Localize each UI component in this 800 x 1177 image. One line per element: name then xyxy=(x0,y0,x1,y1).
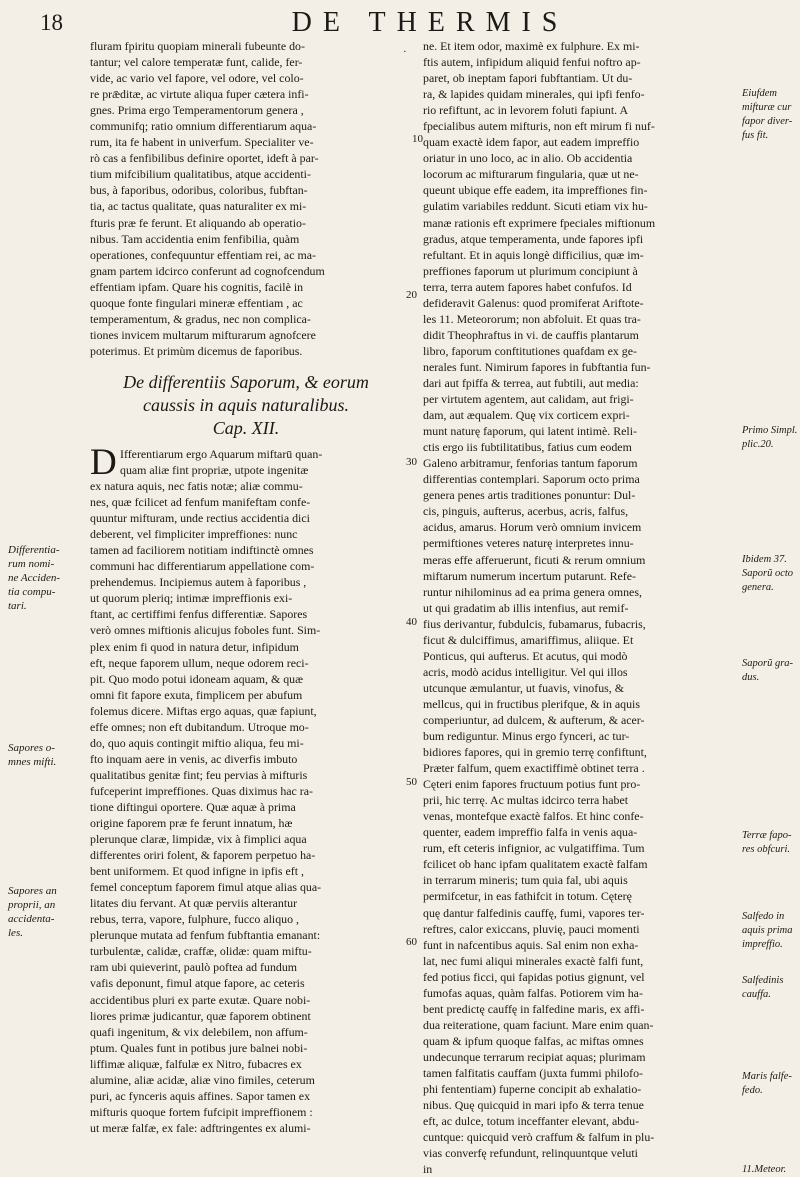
text-line: tamen falfitatis cauffam (juxta fummi philofo- xyxy=(423,1066,644,1080)
margin-note: impreffio. xyxy=(742,939,783,950)
margin-note: aquis prima xyxy=(742,925,793,936)
text-line: munt naturę faporum, qui latent intimè. Reli- xyxy=(423,424,637,439)
text-line: phi fententiam) fuperne concipit ab exhalatio- xyxy=(423,1082,642,1097)
margin-note: tari. xyxy=(8,600,27,612)
text-line: fius derivantur, fubdulcis, fubamarus, fubacris, xyxy=(423,616,646,631)
text-line: tione diftingui oportere. Quæ aquæ à prima xyxy=(90,799,296,814)
text-line: defideravit Galenus: quod promiferat Ariftote- xyxy=(423,295,644,310)
text-line: communifq; ratio omnium differentiarum aqua- xyxy=(90,119,317,134)
text-line: Ifferentiarum ergo Aquarum miftarū quan- xyxy=(120,446,323,461)
running-head: DE THERMIS xyxy=(291,7,569,38)
text-line: femel conceptum faporem fimul atque alias qua- xyxy=(90,880,322,895)
text-line: fcilicet ob hanc ipfam qualitatem exactè falfam xyxy=(423,857,648,872)
text-line: gnam partem idcirco conferunt ad cognofcendum xyxy=(90,263,325,278)
text-line: miftarum numerum incertum putarunt. Refe- xyxy=(423,568,636,583)
text-line: eft, ac dulce, totum inceffanter elevant, abdu- xyxy=(423,1114,640,1129)
text-line: rum, ita fe habent in univerfum. Specialiter ve- xyxy=(90,135,314,150)
text-line: les 11. Meteororum; non abfoluit. Et quas tra- xyxy=(423,311,641,326)
text-line: preffiones faporum ut plurimum concipiunt à xyxy=(423,263,638,278)
text-line: fturis præ fe ferunt. Et aliquando ab operatio- xyxy=(90,215,306,230)
text-line: communi hac differentiarum appellatione com- xyxy=(90,559,315,574)
margin-note: 11.Meteor. xyxy=(742,1164,787,1175)
text-line: oriatur in uno loco, ac in alio. Ob accidentia xyxy=(423,151,633,166)
text-line: ctis ergo iis fubtilitatibus, fatius cum eodem xyxy=(423,440,632,455)
drop-cap: D xyxy=(90,441,117,483)
text-line: folemus dicere. Miftas ergo aquas, quæ fapiunt, xyxy=(90,703,317,718)
chapter-title: De differentiis Saporum, & eorum xyxy=(123,371,369,392)
margin-note: fedo. xyxy=(742,1085,763,1096)
line-number: 60 xyxy=(406,936,417,948)
text-line: rio refiftunt, ac in levorem foluti fapiunt. A xyxy=(423,103,629,118)
left-column xyxy=(90,38,402,1136)
text-line: rebus, terra, vapore, fulphure, fucco aliquo , xyxy=(90,912,299,927)
text-line: quam exactè idem fapor, aut eadem impreffio xyxy=(423,135,640,150)
text-line: in xyxy=(423,1162,433,1177)
text-line: meras effe afferuerunt, ficuti & rerum omnium xyxy=(423,552,646,567)
text-line: venas, montefque exactè falfos. Et hinc confe- xyxy=(423,809,644,824)
text-line: alumine, aliæ acidæ, aliæ vino fimiles, ceterum xyxy=(90,1072,315,1087)
text-line: funt in nafcentibus aquis. Sal enim non exha- xyxy=(423,937,639,952)
text-line: bum rediguntur. Minus ergo fynceri, ac tur- xyxy=(423,729,630,744)
right-text xyxy=(423,38,738,1177)
text-line: genera penes artis traditiones ponuntur: Dul- xyxy=(423,488,636,503)
text-line: rò cas a fenfibilibus definire oportet, ideft à par- xyxy=(90,151,319,166)
text-line: ne. Et item odor, maximè ex fulphure. Ex mi- xyxy=(423,39,640,53)
text-line: litates diu fervant. At quæ perviis alterantur xyxy=(90,896,298,911)
text-line: re prǣditæ, ac virtute aliqua fuper cætera infi- xyxy=(90,87,309,102)
left-text-after-dropcap xyxy=(90,478,402,1136)
text-line: terra, terra autem fapores habet confufos. Id xyxy=(423,279,632,294)
line-number: 10 xyxy=(412,133,423,145)
text-line: quam & ipfum quoque falfas, ac miftas omnes xyxy=(423,1033,644,1048)
margin-note: Sapores o- xyxy=(8,742,55,754)
text-line: gulatim variabiles reddunt. Sicuti etiam vix hu- xyxy=(423,199,648,214)
text-line: differentes oriri folent, & faporem perpetuo ha- xyxy=(90,848,316,863)
text-line: ra, & lapides quidam minerales, qui ipfi fenfo- xyxy=(423,87,645,102)
margin-note: Maris falfe- xyxy=(742,1071,792,1082)
text-line: bent uniformem. Et quod infigne in ipfis eft , xyxy=(90,864,304,879)
margin-note: fus fit. xyxy=(742,130,769,141)
text-line: reftres, calor exiccans, pluvię, pauci momenti xyxy=(423,921,640,936)
text-line: prii, hic terrę. Ac multas idcirco terra habet xyxy=(423,793,629,808)
text-line: fufceperint impreffiones. Quas diximus hac ra- xyxy=(90,783,313,798)
text-line: paret, ob ineptam fapori fubftantiam. Ut du- xyxy=(423,71,633,86)
text-line: nes, quæ fcilicet ad fenfum manifeftam confe- xyxy=(90,495,311,510)
text-line: quę dantur falfedinis cauffę, fumi, vapores ter- xyxy=(423,905,645,920)
text-line: tamen ad faciliorem notitiam indiftinctè omnes xyxy=(90,543,314,558)
line-number: 40 xyxy=(406,616,417,628)
text-line: bent predictę cauffę in falfedine maris, ex affi- xyxy=(423,1001,645,1016)
chapter-number: Cap. XII. xyxy=(212,417,280,438)
text-line: omni fit fapore exuta, fimplicem per abufum xyxy=(90,687,303,702)
margin-note: dus. xyxy=(742,672,760,683)
text-line: fluram fpiritu quopiam minerali fubeunte do- xyxy=(90,39,305,53)
text-line: undecunque terrarum recipiat aquas; plurimam xyxy=(423,1049,646,1064)
text-line: quoque fonte fingulari mineræ effentiam , ac xyxy=(90,295,303,310)
text-line: verò omnes miftionis alicujus foboles funt. Sim- xyxy=(90,623,321,638)
text-line: vafis deponunt, fimul atque fapore, ac ceteris xyxy=(90,976,305,991)
text-line: tantur; vel calore temperatæ funt, calide, fer- xyxy=(90,55,303,70)
right-column xyxy=(423,38,738,1177)
text-line: plex enim fi quod in natura detur, infipidum xyxy=(90,639,299,654)
text-line: prehendemus. Incipiemus autem à faporibus , xyxy=(90,575,307,590)
marginal-mark: · xyxy=(403,46,407,58)
text-line: nibus. Tam accidentia enim fenfibilia, quàm xyxy=(90,231,300,246)
margin-note: Saporũ gra- xyxy=(742,658,794,669)
text-line: mellcus, qui in fructibus plerifque, & in aquis xyxy=(423,696,640,711)
text-line: manæ rationis eft exprimere fpeciales miftionum xyxy=(423,215,656,230)
text-line: permifcetur, in eas fathifcit in totum. Cęterę xyxy=(423,889,632,904)
text-line: Ponticus, qui aufterus. Et acutus, qui modò xyxy=(423,648,628,663)
text-line: locorum ac mifturarum fingularia, quæ ut ne- xyxy=(423,167,639,182)
text-line: didit Theophraftus in vi. de cauffis plantarum xyxy=(423,327,639,342)
text-line: ficut & dulciffimus, amariffimus, aliique. Et xyxy=(423,632,634,647)
margin-note: Salfedinis xyxy=(742,975,784,986)
chapter-subtitle: caussis in aquis naturalibus. xyxy=(142,394,350,415)
text-line: libro, faporum conftitutiones quafdam ex ge- xyxy=(423,343,637,358)
text-line: fed potius ficci, qui fapidas potius gignunt, vel xyxy=(423,969,645,984)
text-line: dua reiteratione, quam faciunt. Mare enim quan- xyxy=(423,1017,654,1032)
text-line: do, quo aquis contingit miftio aliqua, feu mi- xyxy=(90,735,304,750)
chapter-opening xyxy=(90,441,402,483)
margin-note: proprii, an xyxy=(8,899,56,911)
text-line: puri, ac fynceris aquis affines. Sapor tamen ex xyxy=(90,1088,311,1103)
text-line: ftis autem, infipidum aliquid fenfui noftro ap- xyxy=(423,55,641,70)
text-line: permiftiones veteres naturę interpretes innu- xyxy=(423,536,634,551)
text-line: plerunque claræ, limpidæ, vix à fimplici aqua xyxy=(90,832,307,847)
margin-note: Salfedo in xyxy=(742,911,785,922)
line-number: 50 xyxy=(406,776,417,788)
text-line: ut qui gradatim ab illis intenfius, aut remif- xyxy=(423,600,629,615)
page-header xyxy=(0,6,800,40)
margin-note: fapor diver- xyxy=(742,116,793,127)
margin-note: Differentia- xyxy=(8,544,60,556)
text-line: fumofas aquas, quàm falfas. Potiorem vim ha- xyxy=(423,985,643,1000)
margin-note: res obfcuri. xyxy=(742,844,791,855)
text-line: quafi ingenitum, & vix delebilem, non affum- xyxy=(90,1024,308,1039)
text-line: comperiuntur, ad dulcem, & aufterum, & acer- xyxy=(423,712,645,727)
page-number: 18 xyxy=(40,10,63,35)
margin-note: mnes mifti. xyxy=(8,756,57,768)
text-line: utcunque æmulantur, ut fuavis, vinofus, & xyxy=(423,680,624,695)
text-line: in terrarum mineris; tum quia fal, ubi aquis xyxy=(423,873,628,888)
text-line: bus, à faporibus, odoribus, coloribus, fubftan- xyxy=(90,183,308,198)
text-line: qualitatibus genitæ fint; feu pervias à mifturis xyxy=(90,767,308,782)
margin-note: accidenta- xyxy=(8,913,55,925)
text-line: liffimæ aliquæ, falfulæ ex Nitro, fubacres ex xyxy=(90,1056,302,1071)
left-text-before-chapter xyxy=(90,38,402,359)
margin-note: Saporũ octo xyxy=(742,568,794,579)
margin-note: cauffa. xyxy=(742,989,771,1000)
text-line: ut meræ falfæ, ex fale: adftringentes ex alumi- xyxy=(90,1120,311,1135)
text-line: mifturis quoque fortem fufcipit impreffionem : xyxy=(90,1104,313,1119)
text-line: bidiores fapores, qui in gremio terrę confiftunt, xyxy=(423,745,647,760)
text-line: quenter, eadem impreffio falfa in venis aqua- xyxy=(423,825,638,840)
text-line: plerunque mutata ad fenfum fubftantia emanant: xyxy=(90,928,321,943)
text-line: vide, ac vario vel fapore, vel odore, vel colo- xyxy=(90,71,304,86)
line-number: 30 xyxy=(406,456,417,468)
text-line: Præter falfum, quem exactiffimè obtinet terra . xyxy=(423,761,645,776)
margin-note: rum nomi- xyxy=(8,558,55,570)
text-line: tia, ac tactus qualitate, quas naturaliter ex mi- xyxy=(90,199,307,214)
text-line: eft, neque faporem ullum, neque odorem reci- xyxy=(90,655,309,670)
text-line: cis, pinguis, aufterus, acerbus, acris, falfus, xyxy=(423,504,629,519)
text-line: lat, nec fumi aliqui minerales exactè falfi funt, xyxy=(423,953,644,968)
text-line: refultant. Et in aquis longè difficilius, quæ im- xyxy=(423,247,644,262)
text-line: temperamentum, & gradus, nec non complica- xyxy=(90,311,311,326)
margin-note: mifturæ cur xyxy=(742,102,792,113)
text-line: per virtutem agentem, aut calidam, aut frigi- xyxy=(423,392,634,407)
text-line: ftant, ac certiffimi fenfus differentiæ. Sapores xyxy=(90,607,308,622)
text-line: queunt ubique effe eadem, ita impreffiones fin- xyxy=(423,183,648,198)
text-line: origine faporem præ fe ferunt innatum, hæ xyxy=(90,816,293,831)
margin-note: Primo Simpl. xyxy=(742,425,798,436)
text-line: ram ubi quieverint, paulò poftea ad fundum xyxy=(90,960,298,975)
text-line: dari aut fpiffa & terrea, aut fubtili, aut media: xyxy=(423,375,639,390)
text-line: gnes. Prima ergo Temperamentorum genera , xyxy=(90,103,304,118)
text-line: vias converfę refundunt, relinquuntque veluti xyxy=(423,1146,638,1161)
text-line: quuntur mifturam, unde rectius accidentia dici xyxy=(90,511,310,526)
text-line: operationes, confequuntur effentiam rei, ac ma- xyxy=(90,247,316,262)
text-line: turbulentæ, calidæ, craffæ, olidæ: quam miftu- xyxy=(90,944,312,959)
margin-note: les. xyxy=(8,927,23,939)
text-line: dam, aut æqualem. Quę vix corticem expri- xyxy=(423,408,630,423)
text-line: Cęteri enim fapores fructuum potius funt pro- xyxy=(423,777,641,792)
text-line: fpecialibus autem mifturis, non eft mirum fi nuf- xyxy=(423,119,655,134)
text-line: effe omnes; non eft dubitandum. Utroque mo- xyxy=(90,719,309,734)
text-line: tium mifcibilium qualitatibus, atque accidenti- xyxy=(90,167,311,182)
text-line: nibus. Quę quicquid in mari ipfo & terra tenue xyxy=(423,1098,644,1113)
margin-note: Eiufdem xyxy=(742,88,777,99)
text-line: pit. Quo modo potui idoneam aquam, & quæ xyxy=(90,671,304,686)
text-line: quam aliæ fint propriæ, utpote ingenitæ xyxy=(120,462,309,477)
text-line: nerales funt. Nimirum fapores in fubftantia fun- xyxy=(423,359,651,374)
text-line: liores primæ judicantur, quæ faporem obtinent xyxy=(90,1008,311,1023)
text-line: poterimus. Et primùm dicemus de faporibus. xyxy=(90,343,303,358)
margin-note: Sapores an xyxy=(8,885,57,897)
margin-note: Ibidem 37. xyxy=(742,554,787,565)
text-line: tiones invicem multarum mifturarum agnofcere xyxy=(90,327,316,342)
text-line: ex natura aquis, nec fatis notæ; aliæ commu- xyxy=(90,479,303,494)
margin-note: tia compu- xyxy=(8,586,56,598)
text-line: deberent, vel fimpliciter impreffiones: nunc xyxy=(90,527,298,542)
text-line: cuntque: quicquid verò craffum & falfum in plu- xyxy=(423,1130,655,1145)
margin-note: plic.20. xyxy=(742,439,774,450)
text-line: ptum. Quales funt in potibus jure balnei nobi- xyxy=(90,1040,308,1055)
text-line: runtur nihilominus ad ea prima genera omnes, xyxy=(423,584,642,599)
text-line: acris, modò acidus intelligitur. Vel qui illos xyxy=(423,664,628,679)
margin-note: Terræ fapo- xyxy=(742,830,792,841)
text-line: effentiam ipfam. Quare his cognitis, facilè in xyxy=(90,279,304,294)
text-line: Galeno arbitramur, fenforias tantum faporum xyxy=(423,456,638,471)
text-line: fto inquam aere in venis, ac diverfis imbuto xyxy=(90,751,298,766)
text-line: gradus, atque temperamenta, unde fapores ipfi xyxy=(423,231,644,246)
line-number: 20 xyxy=(406,289,417,301)
text-line: acidus, amarus. Horum verò omnium invicem xyxy=(423,520,642,535)
text-line: rum, eft ceteris infignior, ac vulgatiffima. Tum xyxy=(423,841,645,856)
margin-note: ne Acciden- xyxy=(8,572,61,584)
text-line: accidentibus pluri ex parte exutæ. Quare nobi- xyxy=(90,992,311,1007)
text-line: differentias contemplari. Saporum octo prima xyxy=(423,472,640,487)
text-line: ut quorum pleriq; intimæ impreffionis exi- xyxy=(90,591,293,606)
margin-note: genera. xyxy=(742,582,774,593)
